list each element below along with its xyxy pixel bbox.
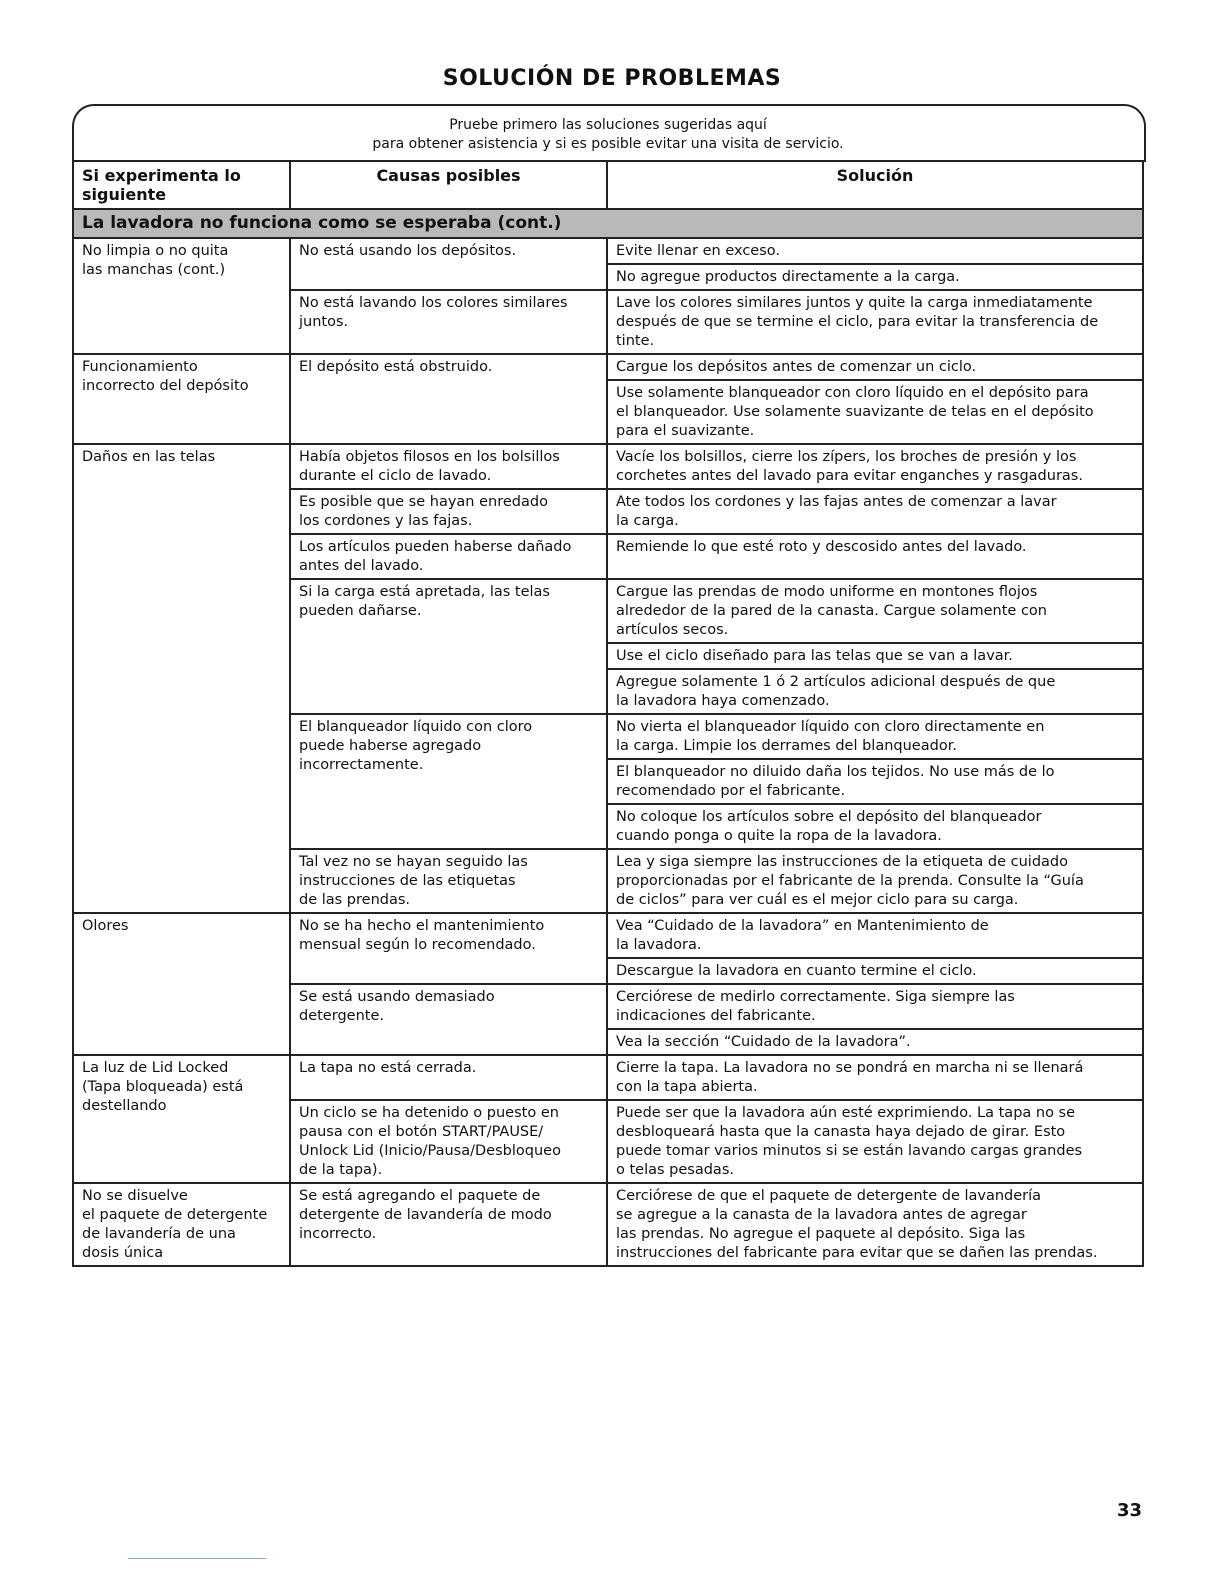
table-row (73, 238, 1143, 264)
header-solution: Solución (607, 161, 1143, 209)
solution-cell: No coloque los artículos sobre el depósito del blanqueador cuando ponga o quite la ropa de la lavadora. (607, 804, 1143, 849)
solution-cell: Vea “Cuidado de la lavadora” en Mantenimiento de la lavadora. (607, 913, 1143, 958)
footer-line (128, 1558, 266, 1559)
cause-cell: Los artículos pueden haberse dañado antes del lavado. (290, 534, 607, 579)
solution-cell: Use el ciclo diseñado para las telas que se van a lavar. (607, 643, 1143, 669)
cause-cell: Se está usando demasiado detergente. (290, 984, 607, 1055)
solution-cell: No vierta el blanqueador líquido con cloro directamente en la carga. Limpie los derrames del blanqueador. (607, 714, 1143, 759)
cause-cell: Tal vez no se hayan seguido las instrucciones de las etiquetas de las prendas. (290, 849, 607, 913)
table-row (73, 444, 1143, 489)
header-problem: Si experimenta lo siguiente (73, 161, 290, 209)
solution-cell: Vacíe los bolsillos, cierre los zípers, los broches de presión y los corchetes antes del lavado para evitar enganches y rasgaduras. (607, 444, 1143, 489)
cause-cell: Se está agregando el paquete de detergente de lavandería de modo incorrecto. (290, 1183, 607, 1266)
table-row (73, 913, 1143, 958)
cause-cell: Había objetos filosos en los bolsillos durante el ciclo de lavado. (290, 444, 607, 489)
problem-cell: La luz de Lid Locked (Tapa bloqueada) está destellando (73, 1055, 290, 1183)
solution-cell: Descargue la lavadora en cuanto termine el ciclo. (607, 958, 1143, 984)
cause-cell: No se ha hecho el mantenimiento mensual según lo recomendado. (290, 913, 607, 984)
section-heading: La lavadora no funciona como se esperaba (cont.) (73, 209, 1143, 238)
table-row (73, 1055, 1143, 1100)
table-row (73, 354, 1143, 380)
cause-cell: El blanqueador líquido con cloro puede haberse agregado incorrectamente. (290, 714, 607, 849)
problem-cell: Daños en las telas (73, 444, 290, 913)
solution-cell: Cargue las prendas de modo uniforme en montones flojos alrededor de la pared de la canasta. Cargue solamente con artículos secos. (607, 579, 1143, 643)
intro-text: Pruebe primero las soluciones sugeridas aquí para obtener asistencia y si es posible evitar una visita de servicio. (372, 117, 844, 152)
solution-cell: No agregue productos directamente a la carga. (607, 264, 1143, 290)
solution-cell: Evite llenar en exceso. (607, 238, 1143, 264)
solution-cell: Cierre la tapa. La lavadora no se pondrá en marcha ni se llenará con la tapa abierta. (607, 1055, 1143, 1100)
solution-cell: Puede ser que la lavadora aún esté exprimiendo. La tapa no se desbloqueará hasta que la canasta haya dejado de girar. Esto puede tomar varios minutos si se están lavando cargas grandes o telas pesadas. (607, 1100, 1143, 1183)
solution-cell: El blanqueador no diluido daña los tejidos. No use más de lo recomendado por el fabricante. (607, 759, 1143, 804)
solution-cell: Cerciórese de medirlo correctamente. Siga siempre las indicaciones del fabricante. (607, 984, 1143, 1029)
cause-cell: No está usando los depósitos. (290, 238, 607, 290)
solution-cell: Remiende lo que esté roto y descosido antes del lavado. (607, 534, 1143, 579)
solution-cell: Lea y siga siempre las instrucciones de la etiqueta de cuidado proporcionadas por el fabricante de la prenda. Consulte la “Guía de ciclos” para ver cuál es el mejor ciclo para su carga. (607, 849, 1143, 913)
solution-cell: Cargue los depósitos antes de comenzar un ciclo. (607, 354, 1143, 380)
problem-cell: Funcionamiento incorrecto del depósito (73, 354, 290, 444)
cause-cell: No está lavando los colores similares juntos. (290, 290, 607, 354)
page-number: 33 (1116, 1500, 1142, 1521)
section-row (73, 209, 1143, 238)
solution-cell: Cerciórese de que el paquete de detergente de lavandería se agregue a la canasta de la lavadora antes de agregar las prendas. No agregue el paquete al depósito. Siga las instrucciones del fabricante para evitar que se dañen las prendas. (607, 1183, 1143, 1266)
solution-cell: Ate todos los cordones y las fajas antes de comenzar a lavar la carga. (607, 489, 1143, 534)
cause-cell: Es posible que se hayan enredado los cordones y las fajas. (290, 489, 607, 534)
header-causes: Causas posibles (290, 161, 607, 209)
header-row (73, 161, 1143, 209)
cause-cell: El depósito está obstruido. (290, 354, 607, 444)
solution-cell: Vea la sección “Cuidado de la lavadora”. (607, 1029, 1143, 1055)
troubleshooting-table (72, 160, 1144, 1267)
solution-cell: Use solamente blanqueador con cloro líquido en el depósito para el blanqueador. Use solamente suavizante de telas en el depósito para el suavizante. (607, 380, 1143, 444)
cause-cell: Un ciclo se ha detenido o puesto en pausa con el botón START/PAUSE/ Unlock Lid (Inicio/Pausa/Desbloqueo de la tapa). (290, 1100, 607, 1183)
problem-cell: No limpia o no quita las manchas (cont.) (73, 238, 290, 354)
page-title: SOLUCIÓN DE PROBLEMAS (442, 66, 782, 91)
table-row (73, 1183, 1143, 1266)
problem-cell: Olores (73, 913, 290, 1055)
cause-cell: Si la carga está apretada, las telas pueden dañarse. (290, 579, 607, 714)
problem-cell: No se disuelve el paquete de detergente de lavandería de una dosis única (73, 1183, 290, 1266)
solution-cell: Agregue solamente 1 ó 2 artículos adicional después de que la lavadora haya comenzado. (607, 669, 1143, 714)
solution-cell: Lave los colores similares juntos y quite la carga inmediatamente después de que se termine el ciclo, para evitar la transferencia de tinte. (607, 290, 1143, 354)
cause-cell: La tapa no está cerrada. (290, 1055, 607, 1100)
